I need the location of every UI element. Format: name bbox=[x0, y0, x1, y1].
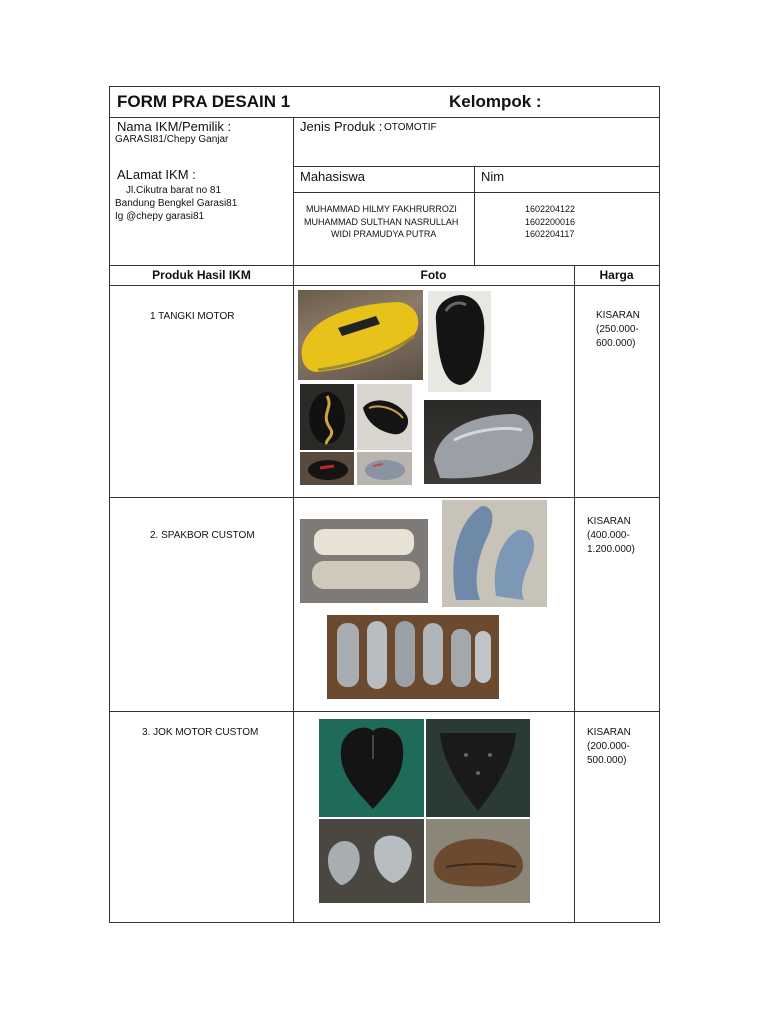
photo-black-tank bbox=[428, 291, 491, 392]
seat-illustration bbox=[319, 719, 424, 817]
header-foto: Foto bbox=[420, 268, 447, 282]
photo-red-tank bbox=[300, 452, 354, 485]
price-line: 1.200.000) bbox=[587, 544, 635, 555]
student-name: MUHAMMAD SULTHAN NASRULLAH bbox=[304, 217, 459, 227]
divider bbox=[293, 117, 294, 265]
divider bbox=[474, 166, 475, 265]
photo-blue-fenders bbox=[442, 500, 547, 607]
header-harga: Harga bbox=[599, 268, 634, 282]
fender-illustration bbox=[300, 519, 428, 603]
fender-illustration bbox=[327, 615, 499, 699]
product-price bbox=[596, 309, 656, 351]
form-title: FORM PRA DESAIN 1 bbox=[117, 92, 291, 111]
tank-illustration bbox=[300, 384, 354, 450]
tank-illustration bbox=[424, 400, 541, 484]
product-name: 3. JOK MOTOR CUSTOM bbox=[142, 727, 259, 738]
photo-flame-tank bbox=[300, 384, 354, 450]
photo-raw-metal-tank bbox=[424, 400, 541, 484]
nim-label: Nim bbox=[481, 169, 505, 184]
nama-ikm-label: Nama IKM/Pemilik : bbox=[117, 119, 232, 134]
photo-black-seat-green bbox=[319, 719, 424, 817]
divider bbox=[110, 265, 659, 266]
kelompok-label: Kelompok : bbox=[449, 92, 542, 111]
alamat-line: Ig @chepy garasi81 bbox=[115, 211, 205, 222]
price-line: KISARAN bbox=[587, 727, 631, 738]
tank-illustration bbox=[428, 291, 491, 392]
student-name: WIDI PRAMUDYA PUTRA bbox=[331, 229, 437, 239]
product-name: 1 TANGKI MOTOR bbox=[150, 311, 235, 322]
photo-glossy-tank bbox=[357, 384, 412, 450]
product-price bbox=[587, 515, 653, 557]
student-nim: 1602204122 bbox=[525, 204, 576, 214]
divider bbox=[110, 711, 659, 712]
alamat-ikm-label: ALamat IKM : bbox=[117, 167, 196, 182]
divider bbox=[293, 192, 659, 193]
seat-illustration bbox=[426, 819, 530, 903]
divider bbox=[110, 117, 659, 118]
jenis-produk-value: OTOMOTIF bbox=[384, 122, 437, 133]
header-produk: Produk Hasil IKM bbox=[152, 268, 251, 282]
price-line: 500.000) bbox=[587, 755, 627, 766]
price-line: (400.000- bbox=[587, 530, 630, 541]
tank-illustration bbox=[357, 384, 412, 450]
tank-illustration bbox=[300, 452, 354, 485]
divider bbox=[110, 285, 659, 286]
price-line: (250.000- bbox=[596, 324, 639, 335]
divider bbox=[574, 265, 575, 922]
divider bbox=[293, 166, 659, 167]
alamat-line: Bandung Bengkel Garasi81 bbox=[115, 198, 238, 209]
student-name: MUHAMMAD HILMY FAKHRURROZI bbox=[306, 204, 457, 214]
photo-metal-fender-row bbox=[327, 615, 499, 699]
seat-illustration bbox=[319, 819, 424, 903]
price-line: KISARAN bbox=[587, 516, 631, 527]
photo-grey-tank bbox=[357, 452, 412, 485]
tank-illustration bbox=[357, 452, 412, 485]
price-line: KISARAN bbox=[596, 310, 640, 321]
tank-illustration bbox=[298, 290, 423, 380]
divider bbox=[110, 497, 659, 498]
price-line: (200.000- bbox=[587, 741, 630, 752]
nama-ikm-value: GARASI81/Chepy Ganjar bbox=[115, 134, 229, 145]
fender-illustration bbox=[442, 500, 547, 607]
seat-illustration bbox=[426, 719, 530, 817]
alamat-line: Jl.Cikutra barat no 81 bbox=[126, 185, 222, 196]
photo-yellow-tank bbox=[298, 290, 423, 380]
photo-brown-leather-seat bbox=[426, 819, 530, 903]
jenis-produk-label: Jenis Produk : bbox=[300, 119, 383, 134]
divider bbox=[293, 265, 294, 922]
mahasiswa-label: Mahasiswa bbox=[300, 169, 366, 184]
photo-white-fenders bbox=[300, 519, 428, 603]
photo-metal-seat-pans bbox=[319, 819, 424, 903]
product-name: 2. SPAKBOR CUSTOM bbox=[150, 530, 255, 541]
product-price bbox=[587, 726, 653, 768]
student-nim: 1602204117 bbox=[525, 229, 575, 239]
student-nim: 1602200016 bbox=[525, 217, 576, 227]
photo-black-tufted-seat bbox=[426, 719, 530, 817]
price-line: 600.000) bbox=[596, 338, 636, 349]
